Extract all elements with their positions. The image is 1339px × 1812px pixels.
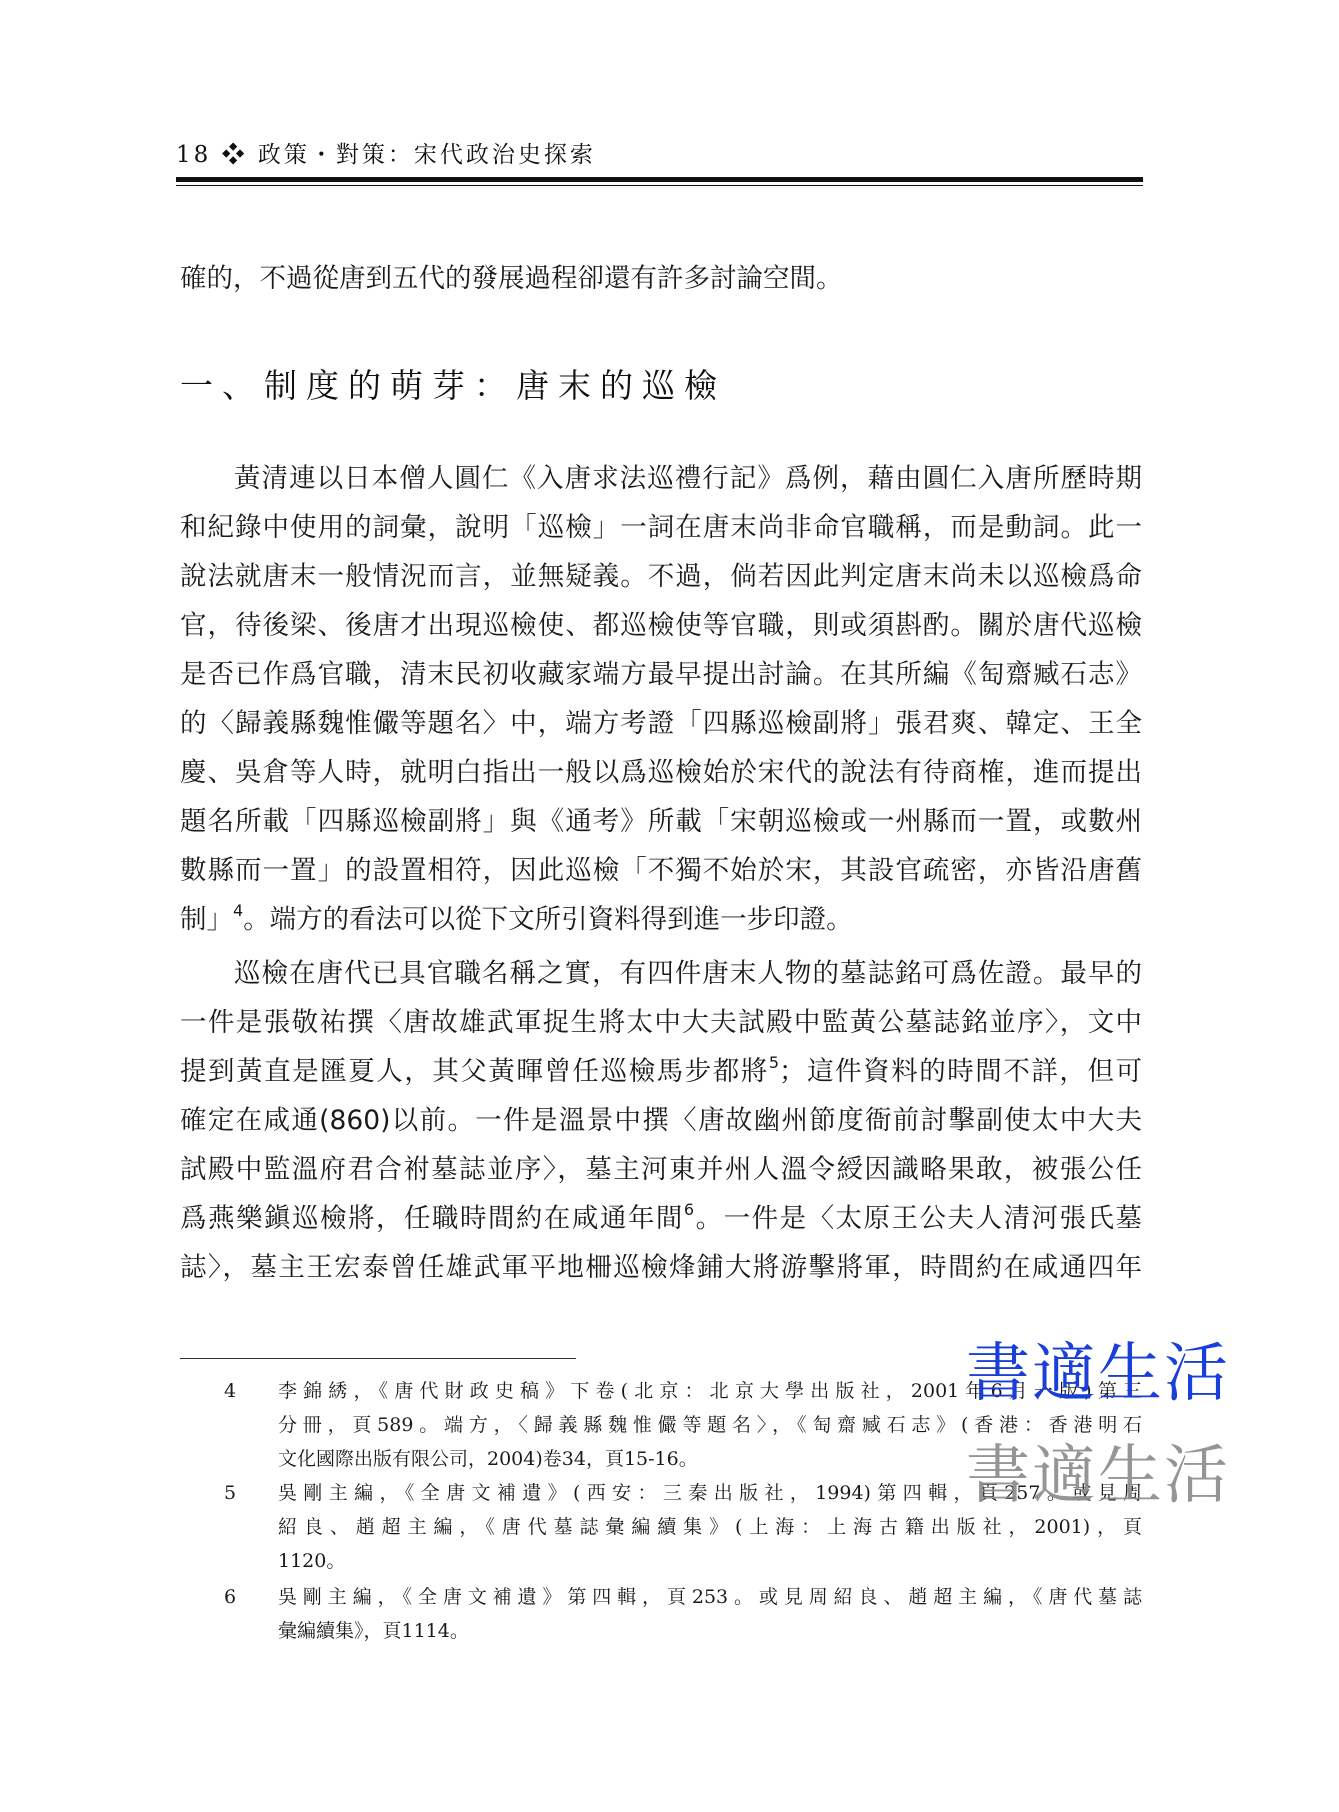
watermark-primary: 書適生活 — [966, 1337, 1230, 1411]
footnote-line: 吳剛主編，《全唐文補遺》(西安：三秦出版社，1994)第四輯，頁257。或見周 — [278, 1482, 1142, 1504]
paragraph1-line: 官，待後梁、後唐才出現巡檢使、都巡檢使等官職，則或須斟酌。關於唐代巡檢 — [180, 610, 1142, 641]
paragraph2-line-with-ref — [180, 1055, 1142, 1088]
paragraph2-line: 確定在咸通(860)以前。一件是溫景中撰〈唐故幽州節度衙前討擊副使太中大夫 — [180, 1105, 1142, 1136]
footnote-number: 5 — [224, 1482, 237, 1504]
footnote-line: 1120。 — [278, 1550, 346, 1572]
paragraph1-line: 和紀錄中使用的詞彙，說明「巡檢」一詞在唐末尚非命官職稱，而是動詞。此一 — [180, 512, 1142, 543]
footnote-number: 4 — [224, 1380, 237, 1402]
watermark-secondary: 書適生活 — [966, 1439, 1230, 1513]
paragraph1-line: 的〈歸義縣魏惟儼等題名〉中，端方考證「四縣巡檢副將」張君爽、韓定、王全 — [180, 708, 1142, 739]
footnote-ref-5[interactable]: 5 — [768, 1053, 780, 1072]
paragraph1-line: 說法就唐末一般情況而言，並無疑義。不過，倘若因此判定唐末尚未以巡檢爲命 — [180, 561, 1142, 592]
header-rule-thin — [176, 185, 1143, 186]
footnote-line: 李錦綉，《唐代財政史稿》下卷(北京：北京大學出版社，2001年6月一版)第三 — [278, 1380, 1142, 1402]
header-rule-thick — [176, 177, 1143, 182]
footnote-separator — [180, 1358, 576, 1359]
footnote-ref-6[interactable]: 6 — [683, 1200, 695, 1219]
footnote-line: 文化國際出版有限公司，2004)卷34，頁15-16。 — [278, 1448, 698, 1470]
paragraph1-line: 是否已作爲官職，清末民初收藏家端方最早提出討論。在其所編《匋齋臧石志》 — [180, 659, 1142, 690]
paragraph1-last-line — [180, 903, 1142, 936]
paragraph1-line: 數縣而一置」的設置相符，因此巡檢「不獨不始於宋，其設官疏密，亦皆沿唐舊 — [180, 855, 1142, 886]
paragraph1-line: 題名所載「四縣巡檢副將」與《通考》所載「宋朝巡檢或一州縣而一置，或數州 — [180, 806, 1142, 837]
footnote-line: 紹良、趙超主編，《唐代墓誌彙編續集》(上海：上海古籍出版社，2001)，頁 — [278, 1516, 1142, 1538]
paragraph2-line6-after: 。一件是〈太原王公夫人清河張氏墓 — [694, 1203, 1143, 1234]
paragraph1-last-text-before: 制」 — [180, 904, 233, 935]
running-head: 18 ❖ 政策・對策：宋代政治史探索 — [176, 142, 596, 168]
paragraph2-line6-before: 爲燕樂鎭巡檢將，任職時間約在咸通年間 — [180, 1203, 684, 1234]
paragraph2-line3-before: 提到黃直是匯夏人，其父黃暉曾任巡檢馬步都將 — [180, 1056, 769, 1087]
footnote-line: 分冊，頁589。端方，〈歸義縣魏惟儼等題名〉，《匋齋臧石志》(香港：香港明石 — [278, 1414, 1142, 1436]
paragraph1-last-text-after: 。端方的看法可以從下文所引資料得到進一步印證。 — [243, 904, 853, 935]
footnote-number: 6 — [224, 1586, 237, 1608]
footnote-ref-4[interactable]: 4 — [233, 901, 244, 920]
paragraph2-line: 一件是張敬祐撰〈唐故雄武軍捉生將太中大夫試殿中監黃公墓誌銘並序〉，文中 — [180, 1007, 1142, 1038]
paragraph1-line: 慶、吳倉等人時，就明白指出一般以爲巡檢始於宋代的說法有待商榷，進而提出 — [180, 757, 1142, 788]
footnote-line: 吳剛主編，《全唐文補遺》第四輯，頁253。或見周紹良、趙超主編，《唐代墓誌 — [278, 1586, 1142, 1608]
section-heading: 一、制度的萌芽：唐末的巡檢 — [180, 366, 726, 405]
paragraph2-line: 巡檢在唐代已具官職名稱之實，有四件唐末人物的墓誌銘可爲佐證。最早的 — [234, 958, 1142, 989]
paragraph2-line: 誌〉，墓主王宏泰曾任雄武軍平地柵巡檢烽鋪大將游擊將軍，時間約在咸通四年 — [180, 1252, 1142, 1283]
paragraph2-line: 試殿中監溫府君合祔墓誌並序〉，墓主河東并州人溫令綬因識略果敢，被張公任 — [180, 1154, 1142, 1185]
footnote-line: 彙編續集》，頁1114。 — [278, 1620, 469, 1642]
paragraph2-line-with-ref — [180, 1202, 1142, 1235]
paragraph2-line3-after: ；這件資料的時間不詳，但可 — [779, 1056, 1143, 1087]
continuation-line: 確的，不過從唐到五代的發展過程卻還有許多討論空間。 — [180, 263, 843, 294]
paragraph1-line: 黃清連以日本僧人圓仁《入唐求法巡禮行記》爲例，藉由圓仁入唐所歷時期 — [234, 463, 1142, 494]
